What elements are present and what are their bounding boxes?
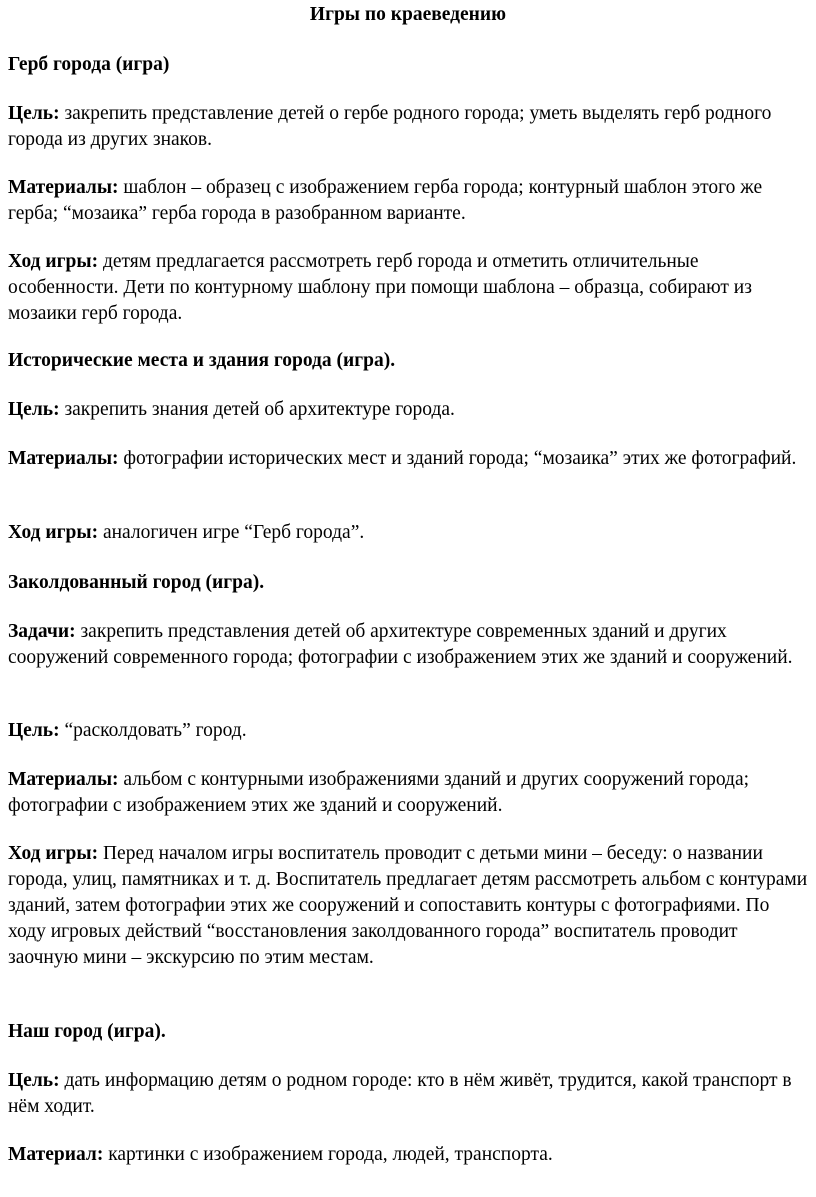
paragraph-materials	[8, 175, 808, 227]
paragraph-label: Ход игры:	[8, 251, 99, 272]
paragraph-goal	[8, 1068, 808, 1120]
section-heading: Наш город (игра).	[8, 1021, 166, 1042]
paragraph-goal	[8, 718, 808, 744]
paragraph-materials	[8, 1142, 808, 1168]
paragraph-label: Материал:	[8, 1144, 104, 1165]
paragraph-label: Задачи:	[8, 621, 76, 642]
paragraph-label: Цель:	[8, 103, 60, 124]
paragraph-text: закрепить представления детей об архитектуре современных зданий и других сооружений современного города; фотографии с изображением этих же зданий и сооружений.	[8, 621, 793, 668]
paragraph-label: Цель:	[8, 720, 60, 741]
paragraph-label: Материалы:	[8, 769, 119, 790]
paragraph-game-process	[8, 520, 808, 546]
section-heading: Заколдованный город (игра).	[8, 572, 265, 593]
paragraph-label: Цель:	[8, 399, 60, 420]
document-title: Игры по краеведению	[309, 4, 507, 25]
paragraph-label: Цель:	[8, 1070, 60, 1091]
paragraph-text: детям предлагается рассмотреть герб города и отметить отличительные особенности. Дети по контурному шаблону при помощи шаблона – образца, собирают из мозаики герб города.	[8, 251, 752, 324]
paragraph-text: Перед началом игры воспитатель проводит с детьми мини – беседу: о названии города, улиц, памятниках и т. д. Воспитатель предлагает детям рассмотреть альбом с контурами зданий, затем фотографии этих же сооружений и сопоставить контуры с фотографиями. По ходу игровых действий “восстановления заколдованного города” воспитатель проводит заочную мини – экскурсию по этим местам.	[8, 843, 808, 968]
section-heading: Исторические места и здания города (игра).	[8, 350, 396, 371]
paragraph-text: шаблон – образец с изображением герба города; контурный шаблон этого же герба; “мозаика” герба города в разобранном варианте.	[8, 177, 763, 224]
paragraph-label: Материалы:	[8, 448, 119, 469]
paragraph-materials	[8, 767, 808, 819]
paragraph-goal	[8, 397, 808, 423]
paragraph-text: картинки с изображением города, людей, транспорта.	[103, 1144, 553, 1165]
paragraph-text: аналогичен игре “Герб города”.	[98, 522, 365, 543]
paragraph-text: закрепить знания детей об архитектуре города.	[59, 399, 455, 420]
paragraph-text: фотографии исторических мест и зданий города; “мозаика” этих же фотографий.	[118, 448, 797, 469]
paragraph-text: альбом с контурными изображениями зданий и других сооружений города; фотографии с изображением этих же зданий и сооружений.	[8, 769, 750, 816]
paragraph-game-process	[8, 841, 808, 971]
paragraph-text: закрепить представление детей о гербе родного города; уметь выделять герб родного города из других знаков.	[8, 103, 772, 150]
paragraph-label: Ход игры:	[8, 522, 99, 543]
section-heading: Герб города (игра)	[8, 54, 170, 75]
paragraph-text: “расколдовать” город.	[59, 720, 247, 741]
paragraph-goal	[8, 101, 808, 153]
paragraph-label: Материалы:	[8, 177, 119, 198]
paragraph-label: Ход игры:	[8, 843, 99, 864]
paragraph-text: дать информацию детям о родном городе: кто в нём живёт, трудится, какой транспорт в нём ходит.	[8, 1070, 792, 1117]
paragraph-materials	[8, 446, 808, 472]
paragraph-game-process	[8, 249, 808, 327]
paragraph-tasks	[8, 619, 808, 671]
